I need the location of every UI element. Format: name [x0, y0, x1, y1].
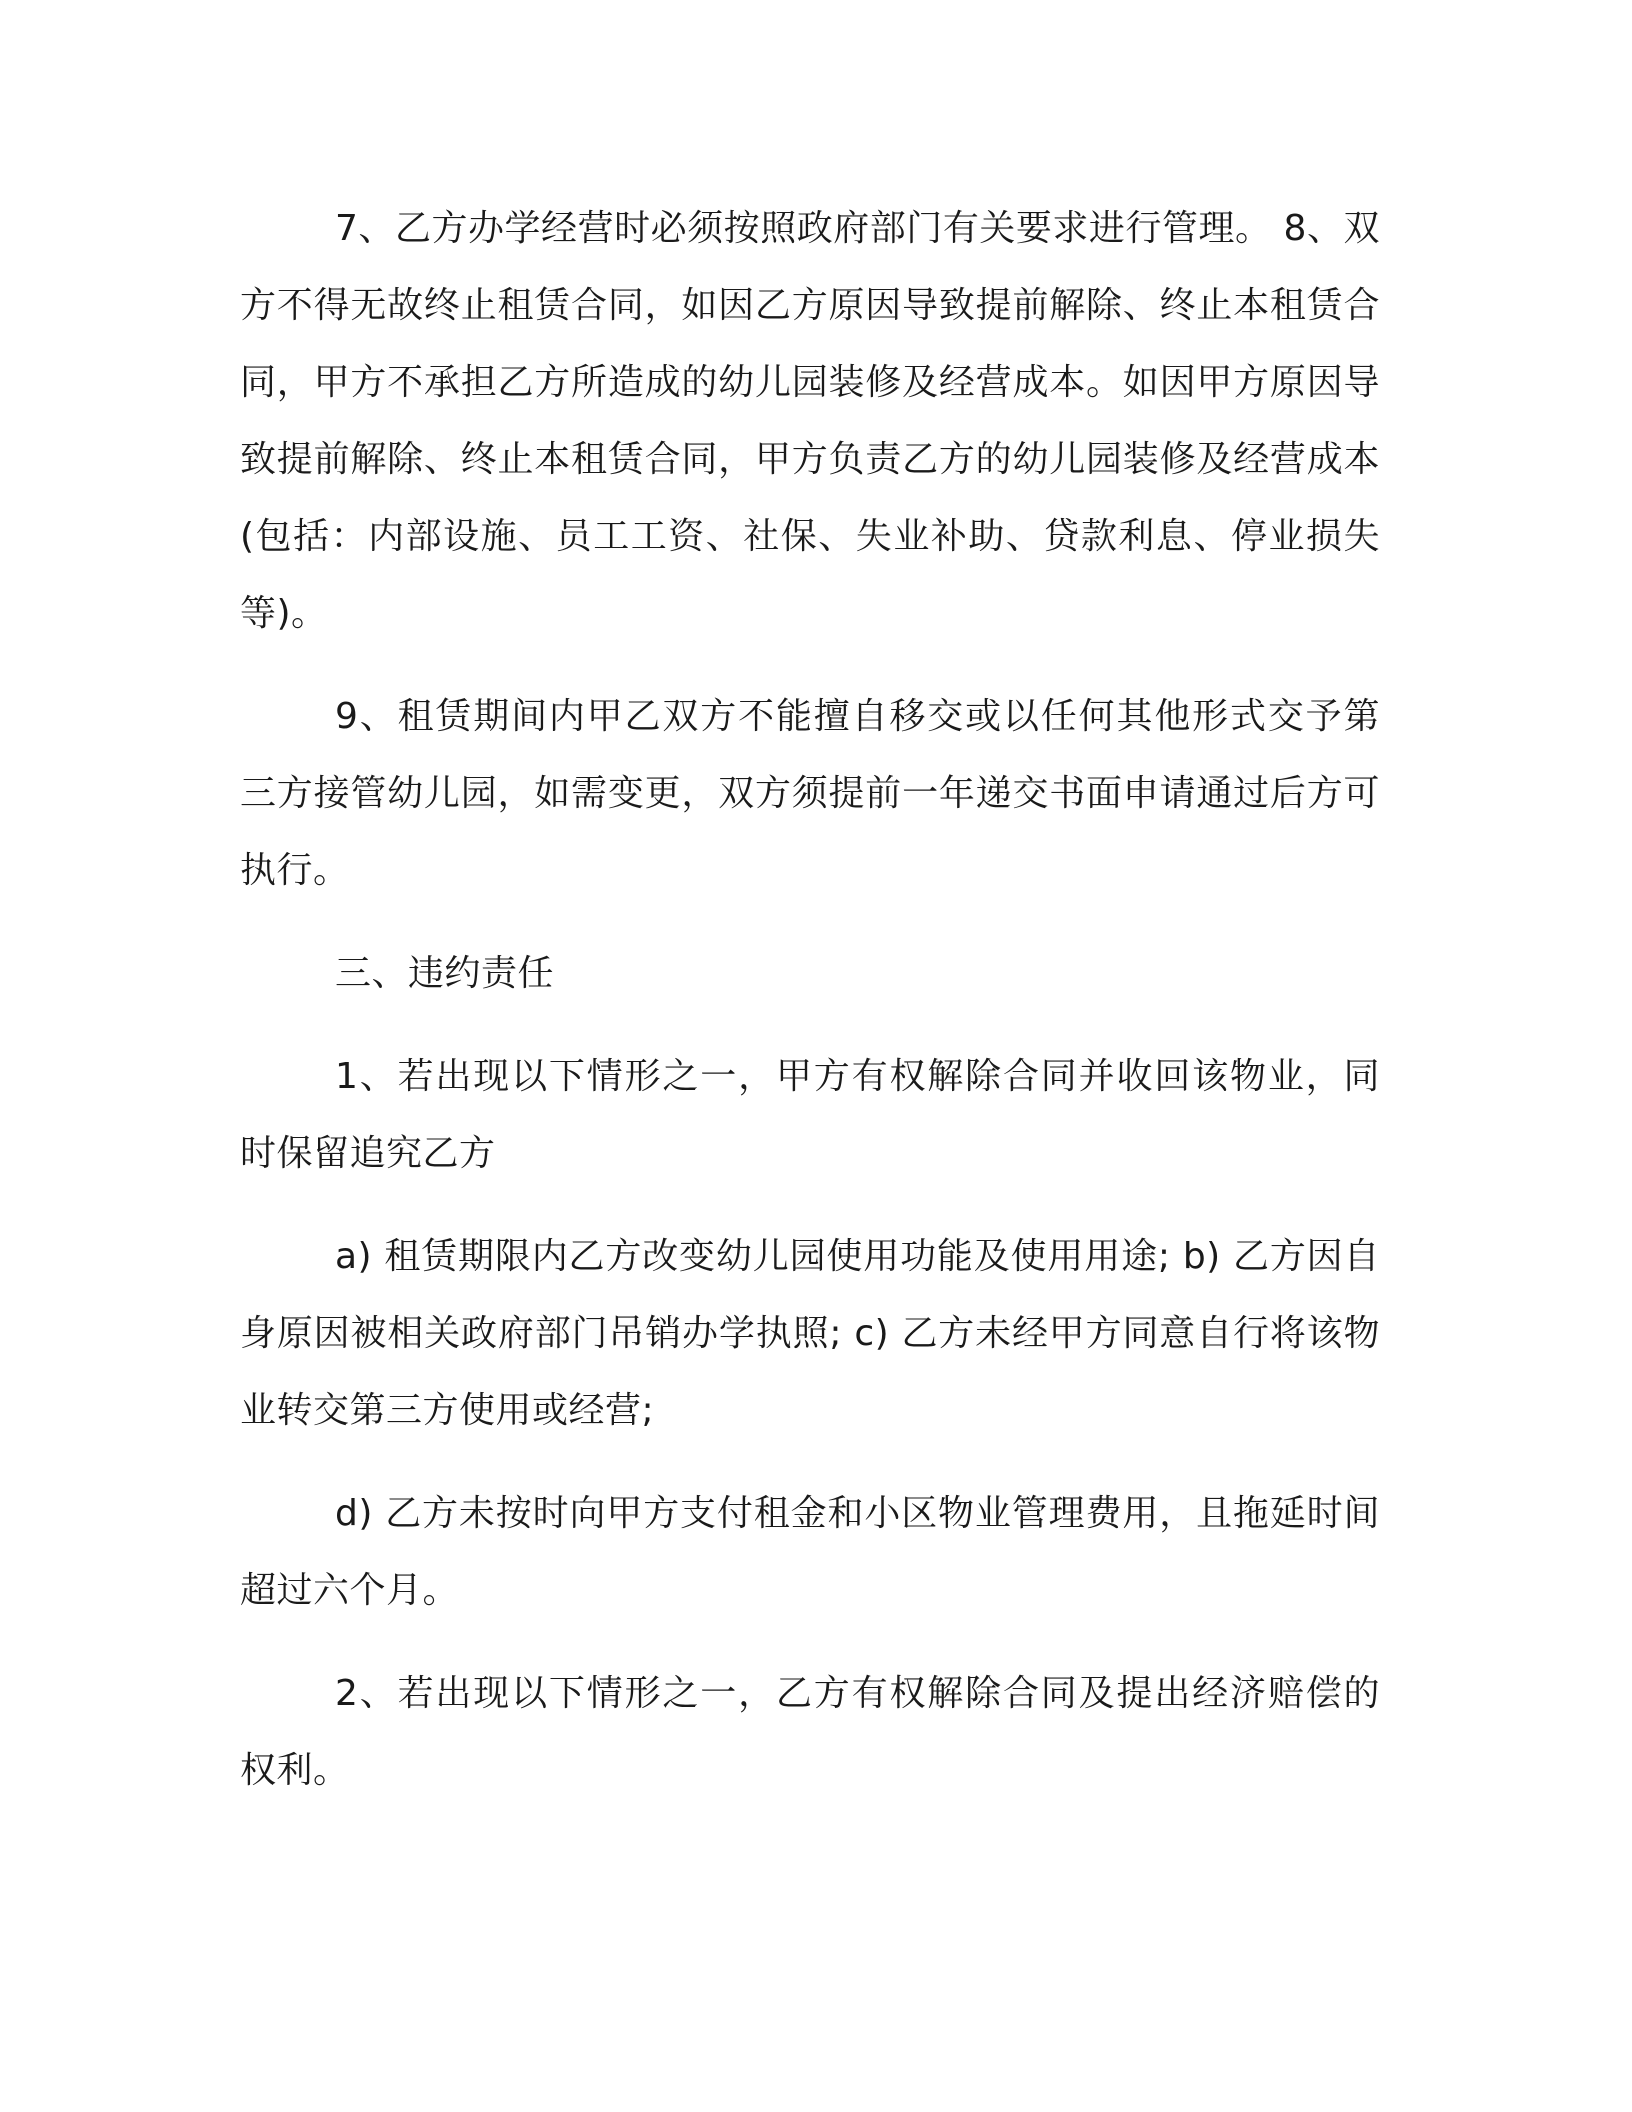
breach-item-d: d) 乙方未按时向甲方支付租金和小区物业管理费用，且拖延时间超过六个月。	[240, 1493, 1380, 1611]
clause-9: 9、租赁期间内甲乙双方不能擅自移交或以任何其他形式交予第三方接管幼儿园，如需变更，双方须提前一年递交书面申请通过后方可执行。	[240, 696, 1380, 891]
paragraph-gap	[240, 652, 1380, 678]
paragraph-gap	[240, 1449, 1380, 1475]
clause-7-8: 7、乙方办学经营时必须按照政府部门有关要求进行管理。 8、双方不得无故终止租赁合同，如因乙方原因导致提前解除、终止本租赁合同，甲方不承担乙方所造成的幼儿园装修及经营成本。如因甲方原因导致提前解除、终止本租赁合同，甲方负责乙方的幼儿园装修及经营成本(包括：内部设施、员工工资、社保、失业补助、贷款利息、停业损失等)。	[240, 208, 1380, 634]
paragraph-gap	[240, 1629, 1380, 1655]
paragraph-gap	[240, 909, 1380, 935]
paragraph-gap	[240, 1192, 1380, 1218]
breach-items-a-c: a) 租赁期限内乙方改变幼儿园使用功能及使用用途; b) 乙方因自身原因被相关政府部门吊销办学执照; c) 乙方未经甲方同意自行将该物业转交第三方使用或经营;	[240, 1236, 1380, 1431]
breach-clause-1: 1、若出现以下情形之一，甲方有权解除合同并收回该物业，同时保留追究乙方	[240, 1056, 1380, 1174]
document-body	[240, 190, 1380, 1809]
breach-clause-2: 2、若出现以下情形之一，乙方有权解除合同及提出经济赔偿的权利。	[240, 1673, 1380, 1791]
paragraph-gap	[240, 1012, 1380, 1038]
section-heading-breach-liability: 三、违约责任	[335, 953, 555, 994]
